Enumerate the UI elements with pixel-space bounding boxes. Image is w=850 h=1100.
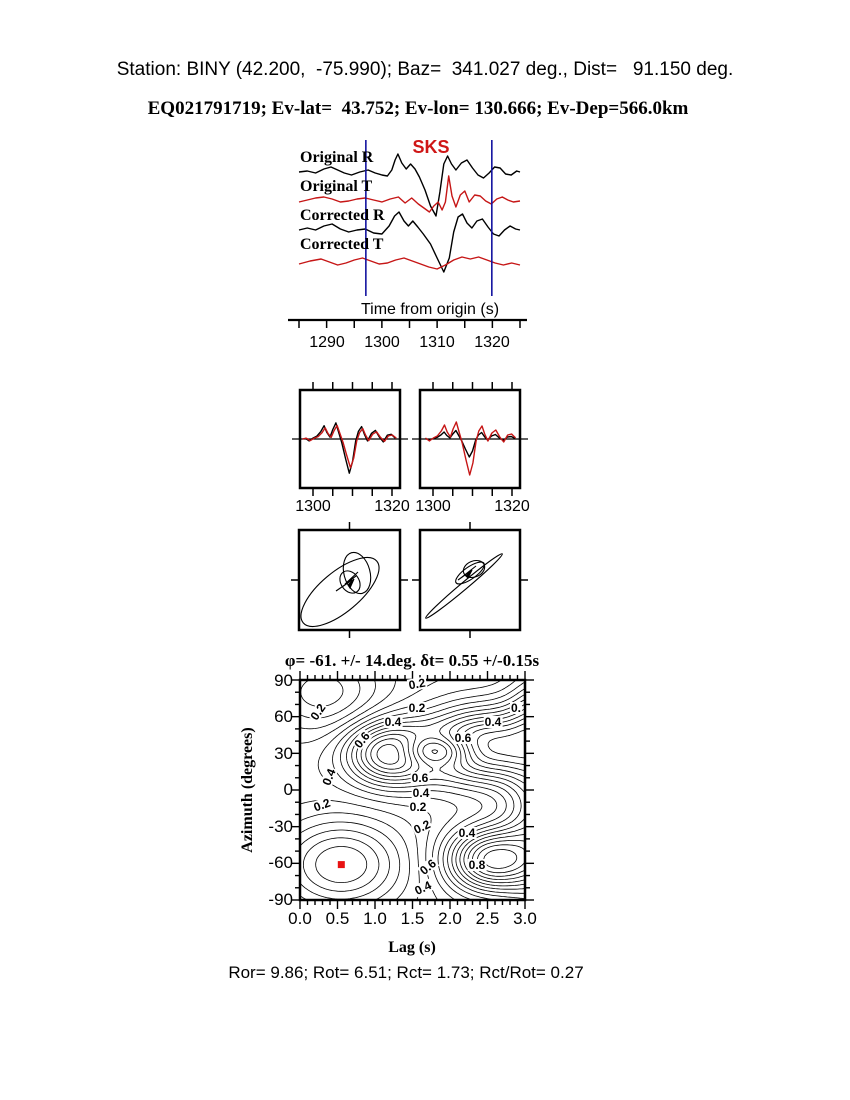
- particle-motion-original: [290, 546, 389, 638]
- lag-tick-label: 1.5: [400, 909, 425, 928]
- contour-label: 0.2: [409, 800, 427, 814]
- contour-label: 0.2: [411, 817, 433, 837]
- trace-label-corrected-t: Corrected T: [300, 236, 384, 253]
- time-tick-label: 1310: [419, 334, 455, 351]
- contour-label: 0.2: [407, 675, 427, 693]
- event-title: EQ021791719; Ev-lat= 43.752; Ev-lon= 130.666; Ev-Dep=566.0km: [147, 98, 689, 119]
- particle-motion-corrected: [423, 551, 504, 621]
- azimuth-tick-label: 60: [274, 707, 293, 726]
- panel-tick-label: 1320: [374, 498, 410, 515]
- panel-tick-label: 1300: [295, 498, 331, 515]
- panel-trace-red: [302, 425, 396, 467]
- contour-label: 0.2: [408, 701, 426, 715]
- time-tick-label: 1320: [474, 334, 510, 351]
- azimuth-tick-label: -90: [268, 890, 293, 909]
- lag-tick-label: 0.0: [288, 909, 312, 928]
- lag-tick-label: 2.0: [438, 909, 462, 928]
- time-tick-label: 1290: [309, 334, 345, 351]
- lag-tick-label: 2.5: [475, 909, 500, 928]
- contour-label: 0.8: [468, 858, 486, 872]
- panel-trace-red: [426, 422, 516, 475]
- particle-motion-figure: [290, 522, 528, 638]
- trace-label-corrected-r: Corrected R: [300, 207, 385, 224]
- waveform-figure: [288, 140, 527, 328]
- lag-tick-label: 0.5: [325, 909, 350, 928]
- contour-label: 0.2: [307, 701, 329, 723]
- lag-axis-label: Lag (s): [388, 939, 436, 956]
- azimuth-tick-label: 0: [283, 780, 293, 799]
- trace-corrected-t: [299, 257, 520, 269]
- contour-figure: [291, 671, 534, 909]
- lag-tick-label: 3.0: [513, 909, 537, 928]
- phase-label-sks: SKS: [412, 137, 450, 157]
- contour-label: 0.2: [311, 795, 333, 815]
- contour-label: 0.4: [319, 766, 339, 788]
- azimuth-tick-label: 30: [274, 744, 293, 763]
- time-axis-label: Time from origin (s): [360, 301, 500, 318]
- contour-lines: [300, 680, 525, 900]
- contour-label: 0.4: [412, 878, 434, 898]
- panel-tick-label: 1300: [415, 498, 451, 515]
- contour-label: 0.: [510, 701, 522, 715]
- azimuth-tick-label: -30: [268, 817, 293, 836]
- contour-label: 0.4: [458, 826, 476, 840]
- contour-label: 0.4: [384, 715, 402, 729]
- contour-label: 0.6: [351, 729, 373, 751]
- azimuth-tick-label: 90: [274, 671, 293, 690]
- contour-label: 0.6: [411, 771, 429, 785]
- contour-title: φ= -61. +/- 14.deg. δt= 0.55 +/-0.15s: [284, 651, 540, 670]
- trace-label-original-r: Original R: [300, 149, 374, 166]
- contour-label: 0.6: [454, 731, 472, 745]
- time-tick-label: 1300: [364, 334, 400, 351]
- best-fit-marker: [338, 861, 345, 868]
- lag-tick-label: 1.0: [363, 909, 387, 928]
- contour-label: 0.4: [484, 715, 502, 729]
- contour-label: 0.4: [412, 786, 430, 800]
- stats-footer: Ror= 9.86; Rot= 6.51; Rct= 1.73; Rct/Rot= 0.27: [228, 963, 584, 982]
- panel-tick-label: 1320: [494, 498, 530, 515]
- contour-label: 0.6: [417, 856, 439, 878]
- overlay-panels-figure: [292, 382, 528, 496]
- trace-label-original-t: Original T: [300, 178, 373, 195]
- station-title: Station: BINY (42.200, -75.990); Baz= 341.027 deg., Dist= 91.150 deg.: [116, 59, 734, 80]
- azimuth-axis-label: Azimuth (degrees): [239, 727, 256, 853]
- azimuth-tick-label: -60: [268, 853, 293, 872]
